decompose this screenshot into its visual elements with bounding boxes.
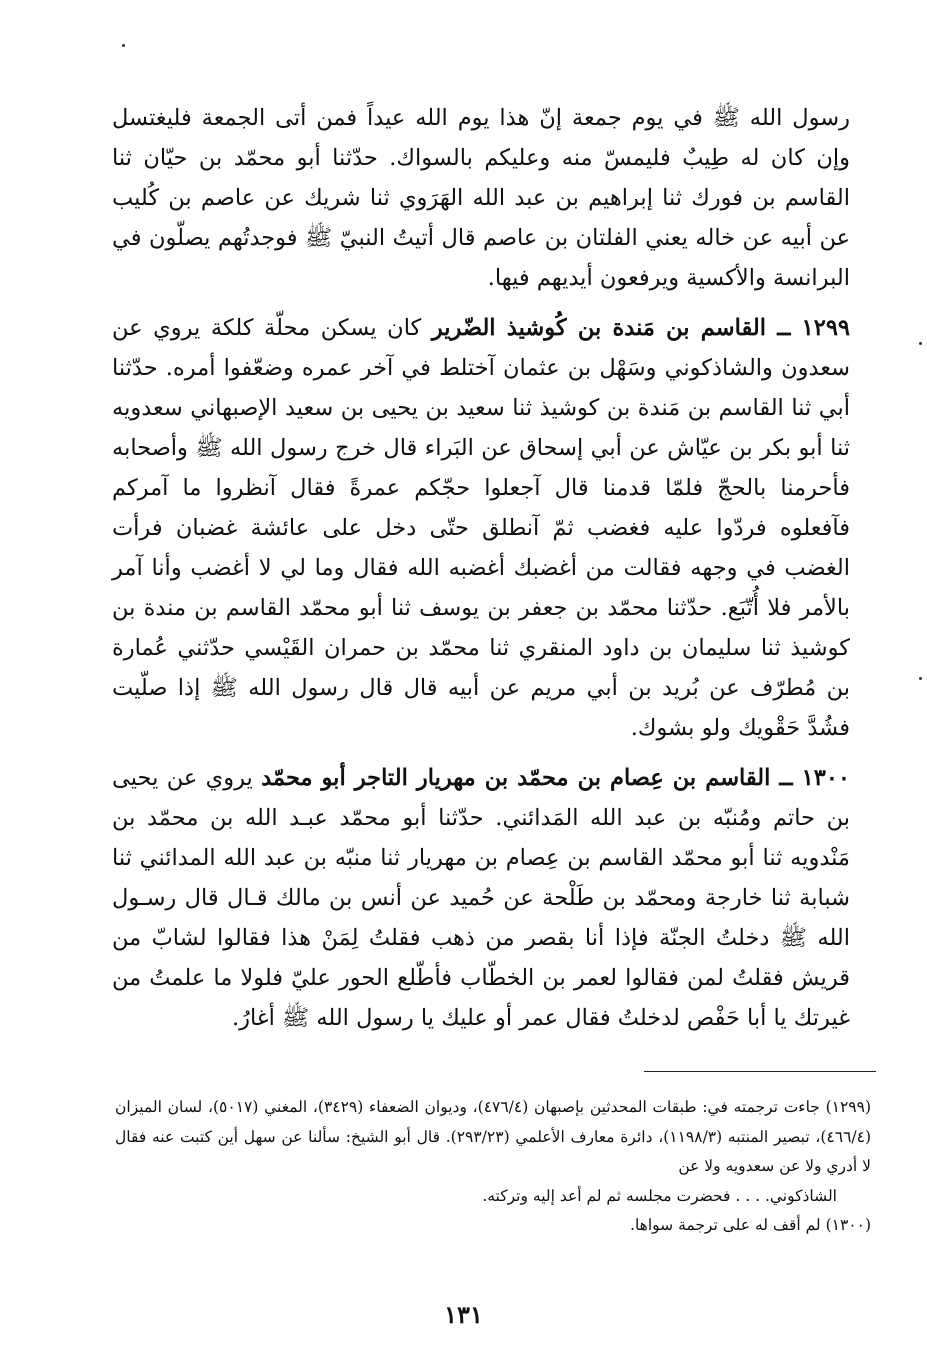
entry-1300 xyxy=(112,758,850,1038)
page-number: ١٣١ xyxy=(444,1300,483,1329)
entry-1299-heading: ١٢٩٩ ــ القاسم بن مَندة بن كُوشيذ الضّرير xyxy=(431,315,851,341)
margin-speck xyxy=(919,342,922,345)
footnotes xyxy=(115,1093,871,1241)
entry-1299-text: كان يسكن محلّة كلكة يروي عن سعدون والشاذكوني وسَهْل بن عثمان آختلط في آخر عمره وضعّفوا أمره. حدّثنا أبي ثنا القاسم بن مَندة بن كوشيذ ثنا سعيد بن يحيى بن سعيد الإصبهاني سعدويه ثنا أبو بكر بن عيّاش عن أبي إسحاق عن البَراء قال خرج رسول الله ﷺ وأصحابه فأحرمنا بالحجّ فلمّا قدمنا قال آجعلوا حجّكم عمرةً فقال آنظروا ما آمركم فآفعلوه فردّوا عليه فغضب ثمّ آنطلق حتّى دخل على عائشة غضبان فرأت الغضب في وجهه فقالت من أغضبك أغضبه الله فقال وما لي لا أغضب وأنا آمر بالأمر فلا أُتّبَع. حدّثنا محمّد بن جعفر بن يوسف ثنا أبو محمّد القاسم بن مندة بن كوشيذ ثنا سليمان بن داود المنقري ثنا محمّد بن حمران القَيْسي حدّثني عُمارة بن مُطرّف عن بُريد بن أبي مريم عن أبيه قال قال رسول الله ﷺ إذا صلّيت فشُدَّ حَقْويك ولو بشوك. xyxy=(112,315,850,741)
entry-1300-text: يروي عن يحيى بن حاتم ومُنبّه بن عبد الله المَدائني. حدّثنا أبو محمّد عبـد الله بن محمّد بن مَنْدويه ثنا أبو محمّد القاسم بن عِصام بن مهريار ثنا منبّه بن عبد الله المدائني ثنا شبابة ثنا خارجة ومحمّد بن طَلْحة عن حُميد عن أنس بن مالك قـال قال رسـول الله ﷺ دخلتُ الجنّة فإذا أنا بقصر من ذهب فقلتُ لِمَنْ هذا فقالوا لشابّ من قريش فقلتُ لمن فقالوا لعمر بن الخطّاب فأطّلع الحور عليّ فلولا ما علمتُ من غيرتك يا أبا حَفْص لدخلتُ فقال عمر أو عليك يا رسول الله ﷺ أغارُ. xyxy=(112,765,850,1031)
footnote-1299-continued: الشاذكوني. . . . فحضرت مجلسه ثم لم أعد إليه وتركته. xyxy=(482,1186,837,1205)
footnote-divider xyxy=(644,1071,876,1072)
margin-speck xyxy=(919,677,922,680)
margin-speck xyxy=(122,44,125,47)
entry-1300-heading: ١٣٠٠ ــ القاسم بن عِصام بن محمّد بن مهريار التاجر أبو محمّد xyxy=(261,765,850,791)
entry-1299 xyxy=(112,308,850,748)
main-text-body xyxy=(112,98,850,1038)
footnote-1299: (١٢٩٩) جاءت ترجمته في: طبقات المحدثين بإصبهان (٤٧٦/٤)، وديوان الضعفاء (٣٤٢٩)، المغني (٥٠١٧)، لسان الميزان (٤٦٦/٤)، تبصير المنتبه (١١٩٨/٣)، دائرة معارف الأعلمي (٢٩٣/٢٣). قال أبو الشيخ: سألنا عن سهل أين كتبت عنه فقال لا أدري ولا عن سعدويه ولا عن xyxy=(115,1098,872,1175)
intro-paragraph: رسول الله ﷺ في يوم جمعة إنّ هذا يوم الله عيداً فمن أتى الجمعة فليغتسل وإن كان له طِيبٌ فليمسّ منه وعليكم بالسواك. حدّثنا أبو محمّد بن حيّان ثنا القاسم بن فورك ثنا إبراهيم بن عبد الله الهَرَوي ثنا شريك عن عاصم بن كُليب عن أبيه عن خاله يعني الفلتان بن عاصم قال أتيتُ النبيّ ﷺ فوجدتُهم يصلّون في البرانسة والأكسية ويرفعون أيديهم فيها. xyxy=(112,105,851,291)
footnote-1300: (١٣٠٠) لم أقف له على ترجمة سواها. xyxy=(630,1216,871,1234)
